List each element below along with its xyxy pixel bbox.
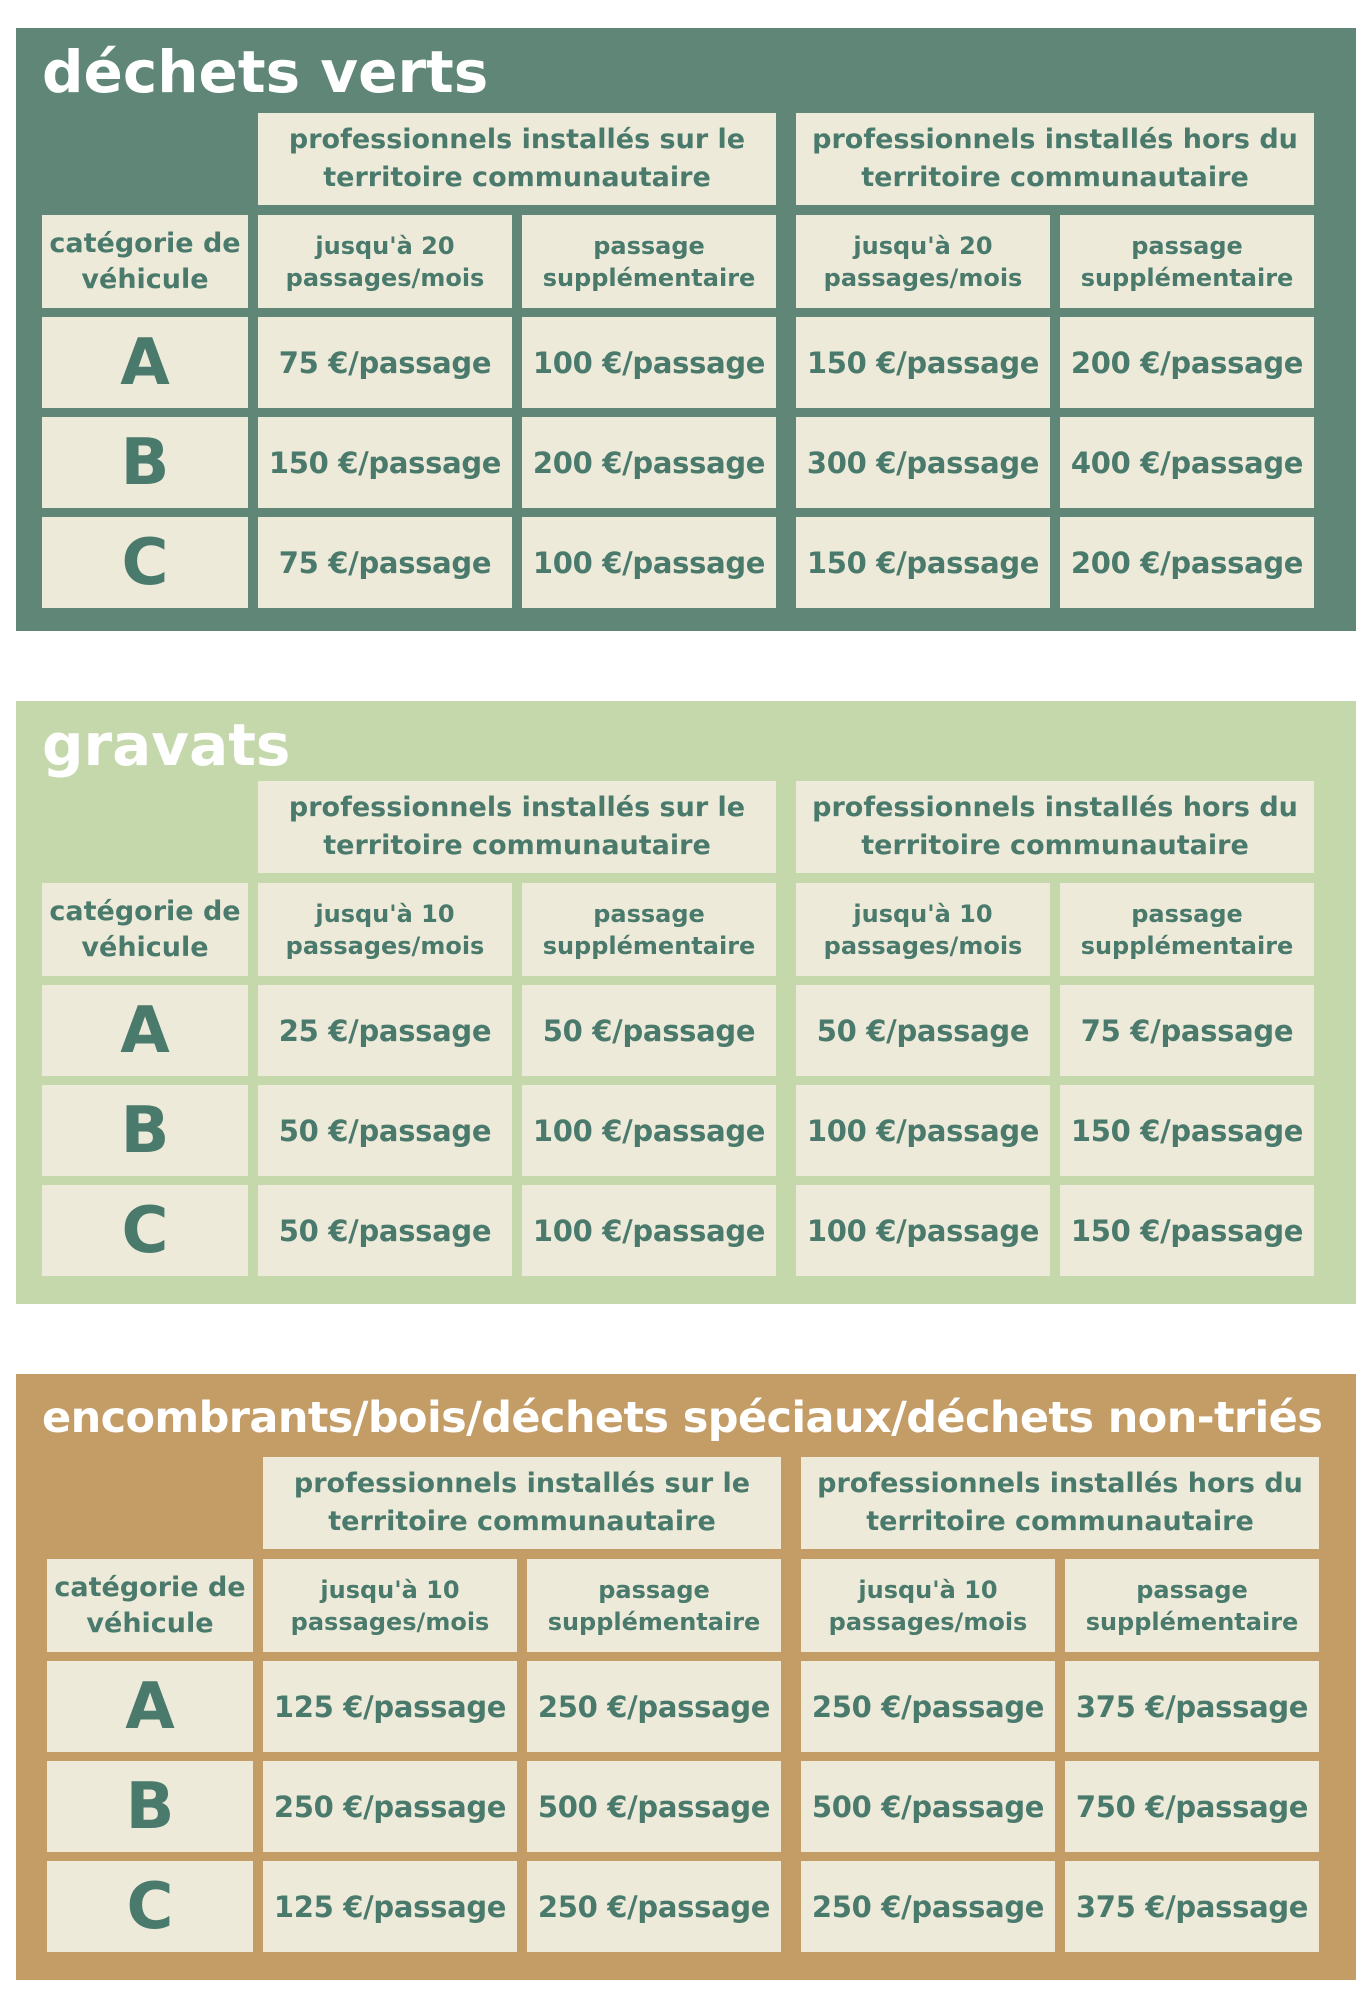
price-cell: 200 €/passage xyxy=(522,417,776,508)
price-cell: 75 €/passage xyxy=(1060,985,1314,1076)
price-cell: 250 €/passage xyxy=(801,1861,1055,1952)
price-cell: 250 €/passage xyxy=(801,1661,1055,1752)
col-header-limit-in: jusqu'à 10 passages/mois xyxy=(263,1559,517,1652)
category-cell: B xyxy=(42,1085,248,1176)
col-header-extra-in: passage supplémentaire xyxy=(522,883,776,976)
group-header-out-territory: professionnels installés hors du territoire communautaire xyxy=(801,1457,1319,1549)
category-header: catégorie de véhicule xyxy=(42,215,248,308)
category-cell: C xyxy=(47,1861,253,1952)
price-cell: 150 €/passage xyxy=(1060,1085,1314,1176)
col-header-extra-out: passage supplémentaire xyxy=(1060,215,1314,308)
col-header-limit-out: jusqu'à 20 passages/mois xyxy=(796,215,1050,308)
price-cell: 125 €/passage xyxy=(263,1861,517,1952)
price-cell: 100 €/passage xyxy=(522,317,776,408)
section-title: déchets verts xyxy=(42,38,489,106)
col-header-extra-in: passage supplémentaire xyxy=(527,1559,781,1652)
price-cell: 150 €/passage xyxy=(1060,1185,1314,1276)
price-cell: 200 €/passage xyxy=(1060,317,1314,408)
price-cell: 50 €/passage xyxy=(258,1185,512,1276)
price-cell: 150 €/passage xyxy=(258,417,512,508)
price-cell: 500 €/passage xyxy=(527,1761,781,1852)
price-cell: 100 €/passage xyxy=(522,1185,776,1276)
category-cell: A xyxy=(47,1661,253,1752)
category-header: catégorie de véhicule xyxy=(47,1559,253,1652)
price-cell: 75 €/passage xyxy=(258,317,512,408)
price-cell: 50 €/passage xyxy=(258,1085,512,1176)
price-cell: 50 €/passage xyxy=(796,985,1050,1076)
section-title: encombrants/bois/déchets spéciaux/déchets non-triés xyxy=(42,1393,1323,1443)
col-header-limit-in: jusqu'à 20 passages/mois xyxy=(258,215,512,308)
section-gravats xyxy=(16,701,1356,1304)
price-cell: 150 €/passage xyxy=(796,317,1050,408)
price-cell: 100 €/passage xyxy=(796,1085,1050,1176)
col-header-limit-out: jusqu'à 10 passages/mois xyxy=(796,883,1050,976)
price-cell: 300 €/passage xyxy=(796,417,1050,508)
col-header-extra-in: passage supplémentaire xyxy=(522,215,776,308)
price-cell: 150 €/passage xyxy=(796,517,1050,608)
col-header-extra-out: passage supplémentaire xyxy=(1060,883,1314,976)
category-cell: C xyxy=(42,517,248,608)
category-cell: A xyxy=(42,985,248,1076)
category-header: catégorie de véhicule xyxy=(42,883,248,976)
price-cell: 250 €/passage xyxy=(263,1761,517,1852)
col-header-limit-in: jusqu'à 10 passages/mois xyxy=(258,883,512,976)
price-cell: 25 €/passage xyxy=(258,985,512,1076)
category-cell: A xyxy=(42,317,248,408)
section-title: gravats xyxy=(42,711,291,779)
group-header-in-territory: professionnels installés sur le territoire communautaire xyxy=(263,1457,781,1549)
price-cell: 100 €/passage xyxy=(796,1185,1050,1276)
group-header-out-territory: professionnels installés hors du territoire communautaire xyxy=(796,113,1314,205)
price-cell: 375 €/passage xyxy=(1065,1661,1319,1752)
price-cell: 750 €/passage xyxy=(1065,1761,1319,1852)
price-cell: 400 €/passage xyxy=(1060,417,1314,508)
group-header-in-territory: professionnels installés sur le territoire communautaire xyxy=(258,781,776,873)
price-cell: 250 €/passage xyxy=(527,1661,781,1752)
price-cell: 200 €/passage xyxy=(1060,517,1314,608)
price-cell: 100 €/passage xyxy=(522,517,776,608)
category-cell: B xyxy=(42,417,248,508)
price-cell: 125 €/passage xyxy=(263,1661,517,1752)
group-header-out-territory: professionnels installés hors du territoire communautaire xyxy=(796,781,1314,873)
col-header-extra-out: passage supplémentaire xyxy=(1065,1559,1319,1652)
section-dechets-verts xyxy=(16,28,1356,631)
category-cell: B xyxy=(47,1761,253,1852)
price-cell: 50 €/passage xyxy=(522,985,776,1076)
price-cell: 100 €/passage xyxy=(522,1085,776,1176)
price-cell: 75 €/passage xyxy=(258,517,512,608)
price-cell: 500 €/passage xyxy=(801,1761,1055,1852)
price-cell: 375 €/passage xyxy=(1065,1861,1319,1952)
col-header-limit-out: jusqu'à 10 passages/mois xyxy=(801,1559,1055,1652)
price-cell: 250 €/passage xyxy=(527,1861,781,1952)
section-encombrants xyxy=(16,1374,1356,1980)
group-header-in-territory: professionnels installés sur le territoire communautaire xyxy=(258,113,776,205)
category-cell: C xyxy=(42,1185,248,1276)
